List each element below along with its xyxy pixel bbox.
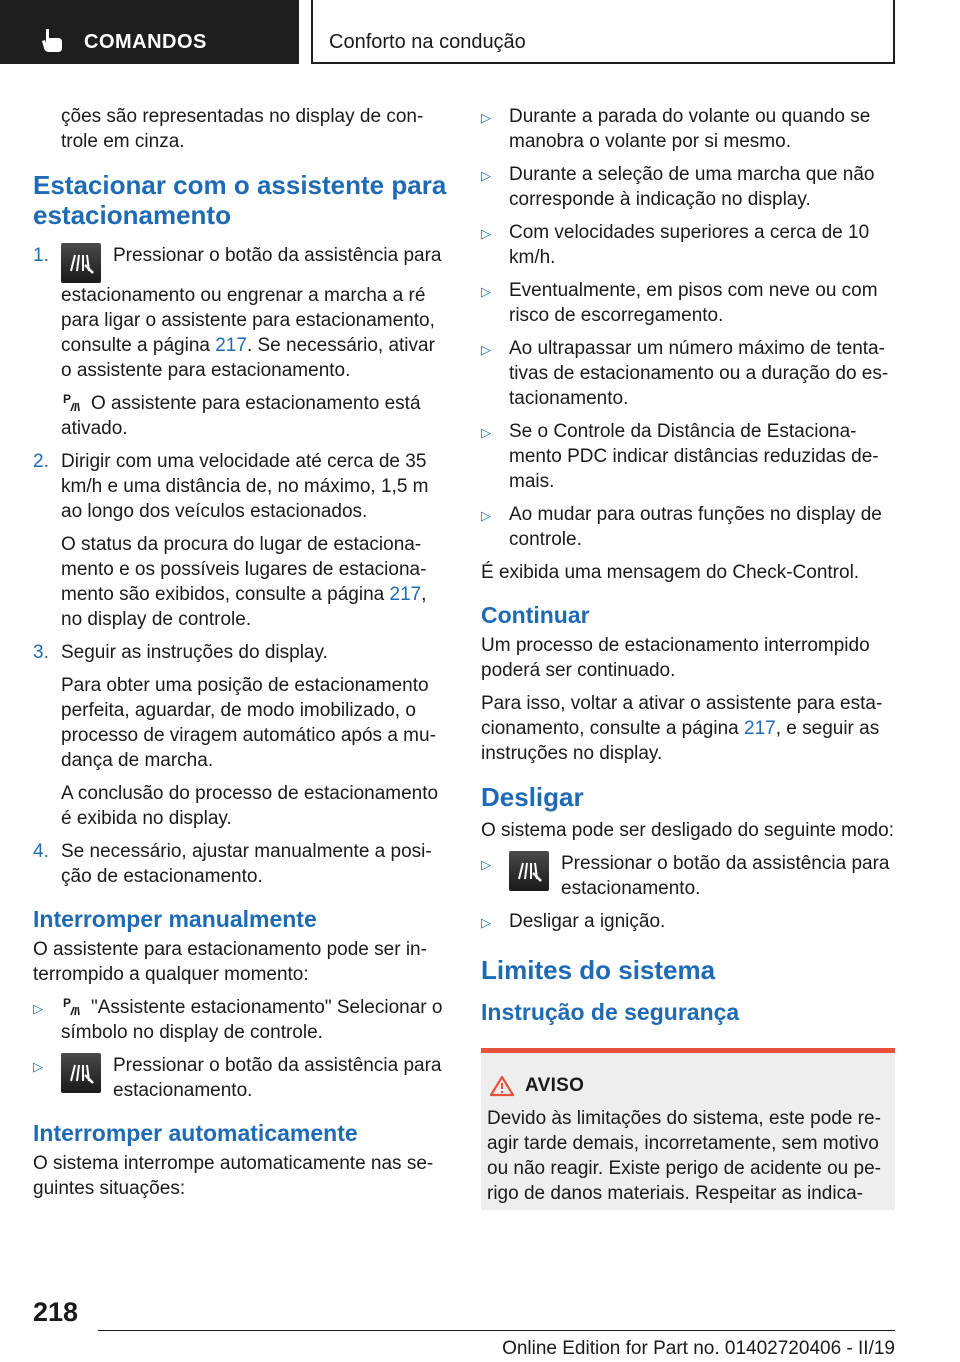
heading-safety-instruction: Instrução de segurança [481, 999, 740, 1025]
step-4 [33, 839, 449, 889]
warning-title: AVISO [525, 1075, 585, 1096]
warning-triangle-icon [489, 1075, 515, 1097]
section-tab-label: COMANDOS [84, 31, 207, 53]
step-number: 2. [33, 451, 49, 472]
check-control-message: É exibida uma mensagem do Check-Control. [481, 562, 860, 583]
page-number: 218 [33, 1297, 79, 1327]
triangle-bullet-icon: ▷ [481, 915, 491, 930]
list-item: ▷ Durante a seleção de uma marcha que não corresponde à indicação no display. [481, 164, 875, 210]
continue-paragraph-2: Para isso, voltar a ativar o assistente para estacionamento, consulte a página 217, e seguir as instruções no display. [481, 693, 883, 764]
list-item: ▷ Se o Controle da Distância de Estacionamento PDC indicar distâncias reduzidas demais. [481, 421, 879, 492]
continue-paragraph-1: Um processo de estacionamento interrompido poderá ser continuado. [481, 635, 870, 681]
svg-text:P: P [63, 392, 72, 406]
footer-divider [98, 1330, 895, 1331]
step-1-status: P O assistente para estacionamento está ativado. [61, 392, 421, 439]
step-number: 3. [33, 642, 49, 663]
triangle-bullet-icon: ▷ [33, 1001, 43, 1016]
step-number: 4. [33, 841, 49, 862]
list-item: ▷ P "Assistente estacionamento" Selecionar o símbolo no display de controle. [33, 996, 443, 1043]
intro-paragraph: ções são representadas no display de controle em cinza. [61, 106, 424, 152]
list-item: ▷ Pressionar o botão da assistência para estacionamento. [481, 853, 890, 899]
step-3-text: Seguir as instruções do display. [61, 642, 328, 663]
list-item: ▷ Desligar a ignição. [481, 909, 895, 935]
section-tab [0, 0, 299, 64]
right-column [481, 104, 895, 1210]
list-item: ▷ Eventualmente, em pisos com neve ou com risco de escorregamento. [481, 280, 878, 326]
step-1-text: Pressionar o botão da assistência para estacionamento ou engrenar a marcha a ré para ligar o assistente para estacionamento, consulte a página 217. Se necessário, ativar o assistente para estacionamento. [61, 245, 442, 381]
triangle-bullet-icon: ▷ [481, 226, 491, 241]
park-assist-button-icon [509, 851, 549, 891]
triangle-bullet-icon: ▷ [481, 425, 491, 440]
heading-switch-off: Desligar [481, 782, 584, 812]
manual-interrupt-list [33, 995, 449, 1103]
step-3 [33, 640, 449, 831]
edition-info: Online Edition for Part no. 01402720406 - II/19 [502, 1338, 895, 1359]
step-4-text: Se necessário, ajustar manualmente a posição de estacionamento. [61, 841, 432, 887]
step-2-text: Dirigir com uma velocidade até cerca de 35 km/h e uma distância de, no máximo, 1,5 m ao longo dos veículos estacionados. [61, 451, 429, 522]
heading-system-limits: Limites do sistema [481, 955, 716, 985]
chapter-title-box [311, 0, 895, 64]
switch-off-intro: O sistema pode ser desligado do seguinte modo: [481, 820, 894, 841]
auto-intro: O sistema interrompe automaticamente nas seguintes situações: [33, 1153, 434, 1199]
page-header [0, 0, 960, 66]
step-3-result: A conclusão do processo de estacionamento é exibida no display. [61, 783, 439, 829]
warning-box [481, 1048, 895, 1210]
auto-interrupt-list [481, 104, 895, 552]
manual-intro: O assistente para estacionamento pode ser interrompido a qualquer momento: [33, 939, 427, 985]
page-reference[interactable]: 217 [389, 584, 422, 605]
triangle-bullet-icon: ▷ [33, 1059, 43, 1074]
list-item: ▷ Durante a parada do volante ou quando se manobra o volante por si mesmo. [481, 106, 871, 152]
list-item: ▷ Com velocidades superiores a cerca de 10 km/h. [481, 222, 870, 268]
heading-manual-interrupt: Interromper manualmente [33, 906, 317, 932]
step-2-status: O status da procura do lugar de estacionamento e os possíveis lugares de estacionamento são exibidos, consulte a página 217, no display de controle. [61, 534, 427, 630]
heading-park-assistant: Estacionar com o assistente para estacionamento [33, 170, 447, 230]
list-item: ▷ Ao ultrapassar um número máximo de tentativas de estacionamento ou a duração do estacionamento. [481, 338, 889, 409]
triangle-bullet-icon: ▷ [481, 284, 491, 299]
pointing-hand-icon [40, 27, 64, 53]
switch-off-list [481, 851, 895, 935]
park-assist-symbol-icon [61, 995, 85, 1017]
park-assist-symbol-icon [61, 391, 85, 413]
step-3-detail: Para obter uma posição de estacionamento perfeita, aguardar, de modo imobilizado, o processo de viragem automático após a mudança de marcha. [61, 675, 436, 771]
heading-auto-interrupt: Interromper automaticamente [33, 1120, 358, 1146]
heading-continue: Continuar [481, 602, 590, 628]
svg-text:P: P [63, 996, 72, 1010]
step-2 [33, 449, 449, 632]
triangle-bullet-icon: ▷ [481, 342, 491, 357]
list-item: ▷ Ao mudar para outras funções no display de controle. [481, 504, 882, 550]
step-1 [33, 243, 449, 441]
triangle-bullet-icon: ▷ [481, 508, 491, 523]
triangle-bullet-icon: ▷ [481, 110, 491, 125]
list-item: ▷ Pressionar o botão da assistência para estacionamento. [33, 1055, 442, 1101]
step-number: 1. [33, 245, 49, 266]
page-reference[interactable]: 217 [215, 335, 247, 356]
page-reference[interactable]: 217 [744, 718, 776, 739]
park-assist-button-icon [61, 1053, 101, 1093]
park-assist-button-icon [61, 243, 101, 283]
left-column [33, 104, 449, 1209]
triangle-bullet-icon: ▷ [481, 857, 491, 872]
triangle-bullet-icon: ▷ [481, 168, 491, 183]
chapter-title: Conforto na condução [329, 31, 526, 53]
warning-text: Devido às limitações do sistema, este pode reagir tarde demais, incorretamente, sem motivo ou não reagir. Existe perigo de acidente ou perigo de danos materiais. Respeitar as indica- [487, 1108, 881, 1204]
